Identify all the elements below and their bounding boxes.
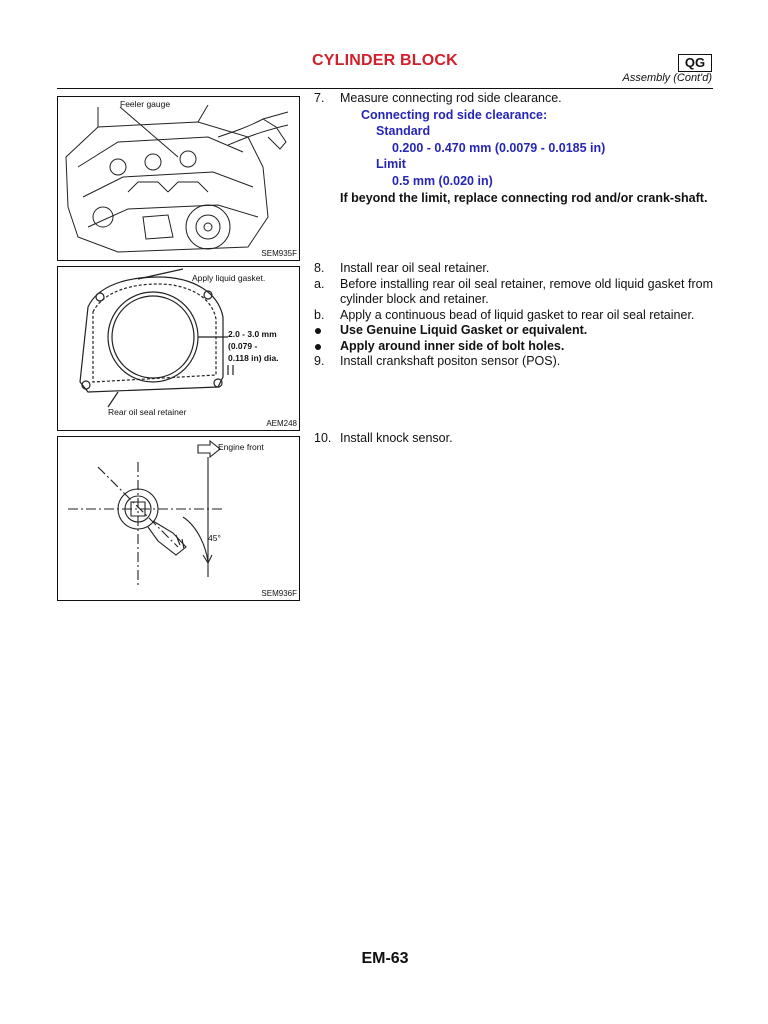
figure-rear-oil-seal [57, 266, 300, 431]
step-7-text: 7. Measure connecting rod side clearance. [314, 91, 562, 105]
spec-title: Connecting rod side clearance: [361, 107, 548, 122]
standard-value: 0.200 - 0.470 mm (0.0079 - 0.0185 in) [392, 140, 606, 155]
figure-knock-sensor [57, 436, 300, 601]
bullet-genuine-gasket: Use Genuine Liquid Gasket or equivalent. [314, 323, 713, 339]
oil-seal-retainer-illustration [58, 267, 299, 430]
label-angle: 45° [208, 533, 221, 543]
limit-warning: If beyond the limit, replace connecting rod and/or crank-shaft. [340, 191, 708, 205]
label-engine-front: Engine front [218, 442, 264, 452]
engine-block-illustration [58, 97, 299, 260]
label-apply-gasket: Apply liquid gasket. [192, 273, 266, 283]
bullet-icon [315, 328, 321, 334]
section-subtitle: Assembly (Cont'd) [622, 72, 712, 84]
step-7 [314, 91, 713, 207]
header-rule [57, 88, 713, 89]
step-number: 7. [314, 91, 325, 105]
step-8a: a. Before installing rear oil seal retainer, remove old liquid gasket from cylinder block and retainer. [314, 276, 713, 306]
label-rear-oil-seal-retainer: Rear oil seal retainer [108, 407, 187, 417]
arrow-right-icon [198, 441, 220, 457]
knock-sensor-illustration [58, 437, 299, 600]
step-10 [314, 431, 713, 447]
limit-label: Limit [376, 157, 406, 171]
label-bead-size: 2.0 - 3.0 mm [228, 329, 277, 339]
label-feeler-gauge: Feeler gauge [120, 99, 171, 109]
label-bead-size-dia: 0.118 in) dia. [228, 353, 279, 363]
engine-badge: QG [678, 54, 712, 72]
label-bead-size-in: (0.079 - [228, 341, 258, 351]
page-number: EM-63 [361, 950, 409, 967]
bullet-icon [315, 344, 321, 350]
figure-code: AEM248 [266, 419, 297, 428]
figure-code: SEM935F [261, 249, 297, 258]
figure-code: SEM936F [261, 589, 297, 598]
bullet-bolt-holes: Apply around inner side of bolt holes. [314, 339, 713, 355]
step-10-text: 10. Install knock sensor. [314, 431, 453, 445]
limit-value: 0.5 mm (0.020 in) [392, 173, 493, 188]
step-8-text: 8. Install rear oil seal retainer. [314, 261, 490, 275]
figure-feeler-gauge [57, 96, 300, 261]
step-9: 9. Install crankshaft positon sensor (POS). [314, 354, 561, 368]
page-title: CYLINDER BLOCK [312, 52, 458, 69]
step-8b: b. Apply a continuous bead of liquid gasket to rear oil seal retainer. [314, 307, 695, 322]
standard-label: Standard [376, 124, 431, 138]
step-8 [314, 261, 713, 370]
